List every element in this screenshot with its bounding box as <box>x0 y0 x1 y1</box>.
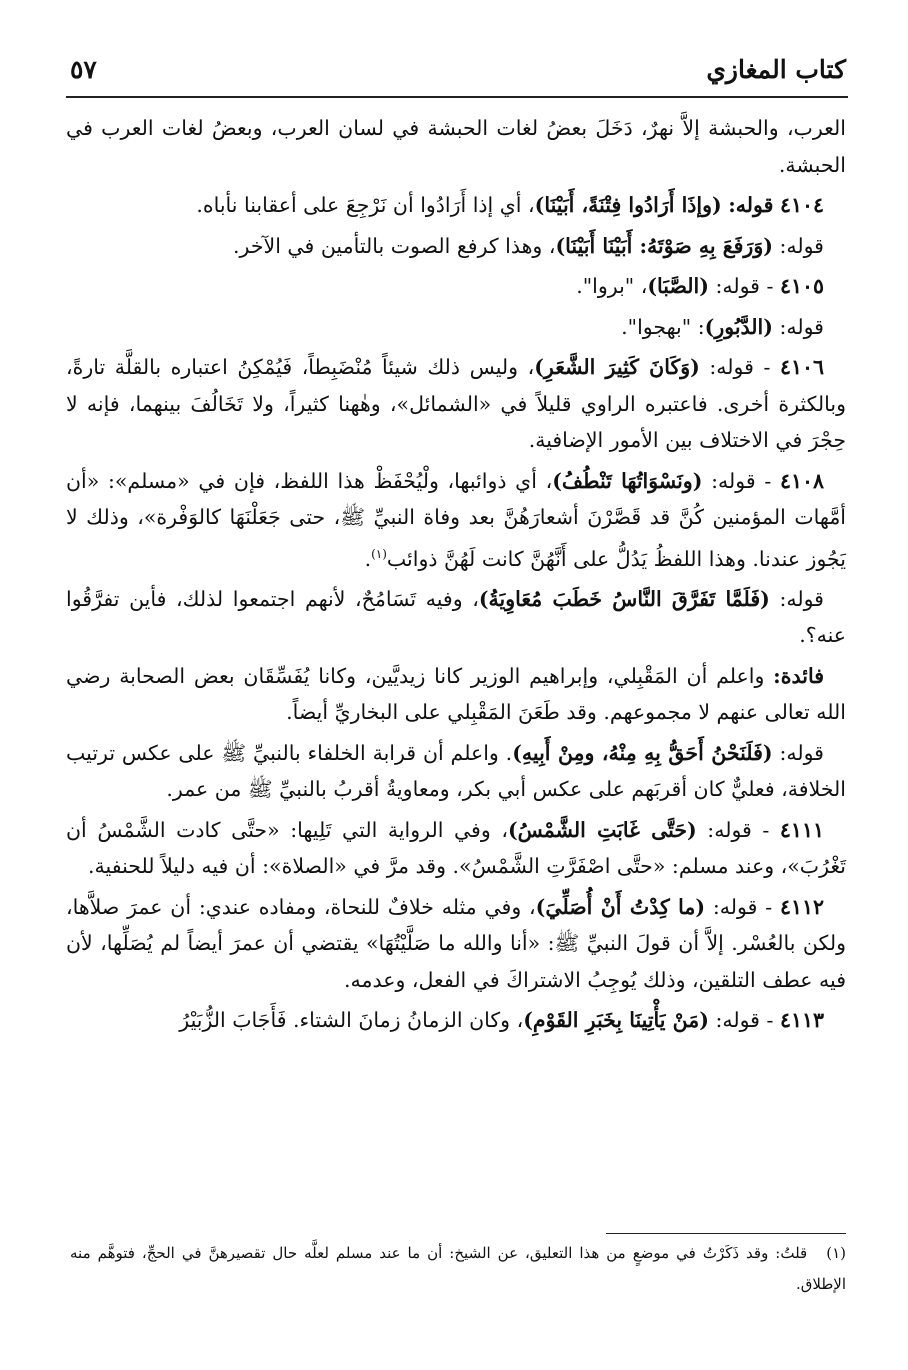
running-title: كتاب المغازي <box>706 55 846 84</box>
paragraph-4105 <box>66 268 846 305</box>
paragraph-caliphs <box>66 735 846 808</box>
footnote-divider <box>606 1233 846 1234</box>
paragraph-lead: قوله: <box>779 586 824 611</box>
header-divider <box>66 96 848 98</box>
quoted-phrase: (الصَّبَا) <box>647 274 709 298</box>
paragraph-benefit <box>66 658 846 731</box>
main-text <box>66 110 846 1043</box>
paragraph-lead: قوله: <box>779 740 824 765</box>
hadith-number: ٤١٠٦ <box>779 355 824 379</box>
hadith-number: ٤١٠٥ <box>779 274 824 298</box>
paragraph-4113 <box>66 1002 846 1039</box>
paragraph-4104 <box>66 187 846 224</box>
hadith-number: ٤١١٣ <box>779 1008 824 1033</box>
paragraph-4105-b <box>66 309 846 346</box>
paragraph-lead: - قوله: <box>707 817 770 842</box>
quoted-phrase: (ونَسْوَاتُهَا تَنْطُفُ) <box>552 468 703 493</box>
footnote-mark: (١) <box>826 1244 846 1262</box>
paragraph-text: ، وفي الرواية التي تَلِيها: «حتَّى كادت الشَّمْسُ أن تَغْرُبَ»، وعند مسلم: «حتَّى اصْفَرَّتِ الشَّمْسُ». وقد مرَّ في «الصلاة»: أن فيه دليلاً للحنفية. <box>66 817 846 879</box>
footnote-ref: (١) <box>371 546 387 561</box>
paragraph-lead: قوله: <box>728 193 774 217</box>
page-number: ٥٧ <box>70 55 97 84</box>
hadith-number: ٤١٠٤ <box>779 193 824 217</box>
page-header <box>70 55 846 95</box>
paragraph-text: ، وليس ذلك شيئاً مُنْضَبِطاً، فَيُمْكِنُ اعتباره بالقلَّة تارةً، وبالكثرة أخرى. فاعتبره الراوي قليلاً في «الشمائل»، وهٰهنا كثيراً، ولا تَخَالُفَ بينهما، فإنه لا حِجْرَ في الاختلاف بين الأمور الإضافية. <box>66 355 846 452</box>
quoted-phrase: (وإذَا أَرَادُوا فِتْنَةً، أَبَيْنَا) <box>534 193 722 217</box>
paragraph-text: ، "بروا". <box>576 274 648 298</box>
paragraph-4108-b <box>66 581 846 654</box>
paragraph-lead: - قوله: <box>711 468 772 493</box>
paragraph-text: ، وهذا كرفع الصوت بالتأمين في الآخر. <box>233 233 556 258</box>
paragraph-text: ، وفيه تَسَامُحٌ، لأنهم اجتمعوا لذلك، فأين تفرَّقُوا عنه؟. <box>66 586 846 648</box>
paragraph-text: : "بهجوا". <box>621 314 705 339</box>
paragraph-continuation <box>66 110 846 183</box>
footnote-text: قلتُ: وقد ذَكَرْتُ في موضعٍ من هذا التعليق، عن الشيخ: أن ما عند مسلم لعلَّه حال تقصيرهنَّ في الحجِّ، فتوهَّم منه الإطلاق. <box>70 1244 846 1293</box>
paragraph-4112 <box>66 889 846 999</box>
paragraph-4104-b <box>66 228 846 265</box>
paragraph-lead: - قوله: <box>715 274 774 298</box>
hadith-number: ٤١١١ <box>779 817 824 842</box>
paragraph-tail: . <box>364 546 372 571</box>
paragraph-4108 <box>66 463 846 577</box>
quoted-phrase: (الدَّبُورِ) <box>704 314 773 339</box>
hadith-number: ٤١١٢ <box>779 894 824 919</box>
quoted-phrase: (مَنْ يَأْتِينَا بِخَبَرِ القَوْمِ) <box>523 1008 709 1033</box>
paragraph-lead: - قوله: <box>709 355 771 379</box>
quoted-phrase: (فَلَمَّا تَفَرَّقَ النَّاسُ خَطَبَ مُعَاوِيَةُ) <box>478 586 770 611</box>
benefit-label: فائدة: <box>773 663 824 688</box>
paragraph-lead: قوله: <box>779 233 824 258</box>
quoted-phrase: (وَرَفَعَ بِهِ صَوْتَهُ: أَبَيْنَا أَبَيْنَا) <box>555 233 773 258</box>
paragraph-text: . واعلم أن قرابة الخلفاء بالنبيِّ ﷺ على عكس ترتيب الخلافة، فعليٌّ كان أقربَهم على عكس أبي بكر، ومعاويةُ أقربُ بالنبيِّ ﷺ من عمر. <box>66 740 846 802</box>
paragraph-text: ، أي إذا أَرَادُوا أن نَرْجِعَ على أعقابنا نأباه. <box>196 193 535 217</box>
paragraph-text: ، وكان الزمانُ زمانَ الشتاء. فَأَجَابَ الزُّبَيْرُ <box>179 1008 524 1033</box>
footnote <box>70 1238 846 1300</box>
quoted-phrase: (ما كِدْتُ أَنْ أُصَلِّيَ) <box>535 894 706 919</box>
paragraph-4106 <box>66 349 846 459</box>
paragraph-text: ، أي ذوائبها، ولْيُحْفَظْ هذا اللفظ، فإن في «مسلم»: «أن أمَّهات المؤمنين كُنَّ قد قَصَّرْنَ أشعارَهُنَّ بعد وفاة النبيِّ ﷺ، حتى جَعَلْنَهَا كالوَفْرة»، وذلك لا يَجُوز عندنا. وهذا اللفظُ يَدُلُّ على أَنَّهُنَّ كانت لَهُنَّ ذوائب <box>66 468 846 571</box>
quoted-phrase: (وَكَانَ كَثِيرَ الشَّعَرِ) <box>534 355 700 379</box>
paragraph-text: واعلم أن المَقْبِلي، وإبراهيم الوزير كانا زيديَّين، وكانا يُفَسِّقَان بعض الصحابة رضي الله تعالى عنهم لا مجموعهم. وقد طَعَنَ المَقْبِلي على البخاريِّ أيضاً. <box>66 663 846 725</box>
quoted-phrase: (فَلَنَحْنُ أَحَقُّ بِهِ مِنْهُ، ومِنْ أَبِيهِ) <box>512 740 773 765</box>
paragraph-lead: قوله: <box>779 314 824 339</box>
paragraph-lead: - قوله: <box>712 894 773 919</box>
hadith-number: ٤١٠٨ <box>779 468 824 493</box>
paragraph-text: ، وفي مثله خلافٌ للنحاة، ومفاده عندي: أن عمرَ صلاَّها، ولكن بالعُسْر. إلاَّ أن قولَ النبيِّ ﷺ: «أنا والله ما صَلَّيْتُهَا» يقتضي أن عمرَ أيضاً لم يُصَلِّها، لأن فيه عطف التلقين، وذلك يُوجِبُ الاشتراكَ في الفعل، وعدمه. <box>66 894 846 992</box>
paragraph-lead: - قوله: <box>715 1008 774 1033</box>
paragraph-text: العرب، والحبشة إلاَّ نهرٌ، دَخَلَ بعضُ لغات الحبشة في لسان العرب، وبعضُ لغات العرب في الحبشة. <box>66 116 846 177</box>
paragraph-4111 <box>66 812 846 885</box>
quoted-phrase: (حَتَّى غَابَتِ الشَّمْسُ) <box>507 817 697 842</box>
